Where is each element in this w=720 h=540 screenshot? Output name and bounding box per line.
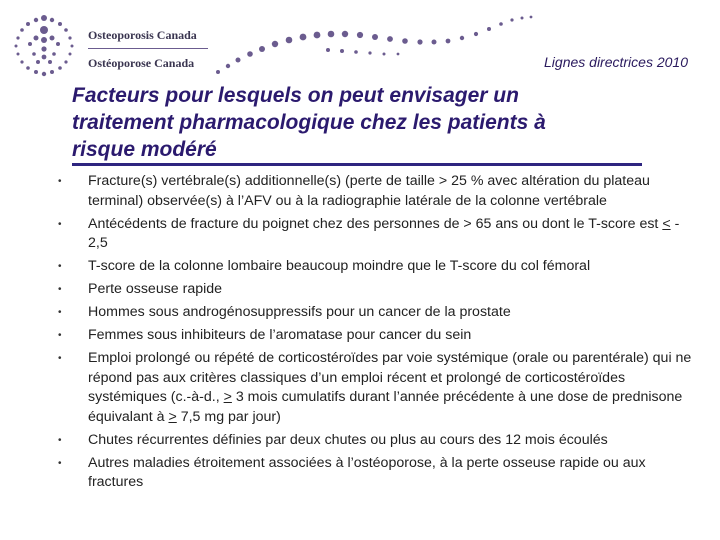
org-name-english: Osteoporosis Canada <box>88 28 197 42</box>
list-item <box>58 172 698 211</box>
list-item-text: 7,5 mg par jour) <box>176 408 281 425</box>
bullet-icon: • <box>58 457 62 469</box>
bullet-icon: • <box>58 434 62 446</box>
list-item <box>58 349 698 427</box>
title-underline-rule <box>72 163 642 166</box>
list-item-text: T-score de la colonne lombaire beaucoup moindre que le T-score du col fémoral <box>88 258 591 274</box>
slide-header <box>0 0 720 80</box>
slide-title-line: risque modéré <box>72 138 217 161</box>
risk-factor-list <box>58 172 698 496</box>
bullet-icon: • <box>58 261 62 272</box>
list-item <box>58 431 698 451</box>
slide-title-line: Facteurs pour lesquels on peut envisager un <box>72 84 519 107</box>
list-item-text: Femmes sous inhibiteurs de l’aromatase pour cancer du sein <box>88 327 472 343</box>
osteoporosis-canada-logo-icon <box>8 10 80 82</box>
bullet-icon: • <box>58 330 62 341</box>
list-item <box>58 454 698 493</box>
list-item-text: Chutes récurrentes définies par deux chutes ou plus au cours des 12 mois écoulés <box>88 431 608 448</box>
list-item-text: Autres maladies étroitement associées à l’ostéoporose, à la perte osseuse rapide ou aux fractures <box>88 454 646 490</box>
list-item <box>58 303 698 323</box>
list-item <box>58 215 698 254</box>
slide-title-line: traitement pharmacologique chez les patients à <box>72 111 546 134</box>
org-name-french: Ostéoporose Canada <box>88 56 195 70</box>
list-item <box>58 257 698 277</box>
bullet-icon: • <box>58 176 62 187</box>
list-item-text: 3 mois cumulatifs durant l’année précédente à une dose de prednisone équivalant à <box>88 389 683 425</box>
org-name-divider <box>88 48 208 49</box>
bullet-icon: • <box>58 218 62 230</box>
list-item-text: Perte osseuse rapide <box>88 281 223 297</box>
list-item-text: Antécédents de fracture du poignet chez des personnes de > 65 ans ou dont le T-score est <box>88 215 663 232</box>
bullet-icon: • <box>58 353 62 364</box>
guideline-year-label: Lignes directrices 2010 <box>544 54 688 70</box>
comparison-symbol: > <box>223 389 232 405</box>
comparison-symbol: < <box>662 215 671 232</box>
bullet-icon: • <box>58 307 62 318</box>
list-item <box>58 326 698 346</box>
list-item-text: Fracture(s) vertébrale(s) additionnelle(s) (perte de taille > 25 % avec altération du plateau terminal) observée(s) à l’AFV ou à la radiographie latérale de la colonne vertébrale <box>88 173 650 209</box>
list-item <box>58 280 698 300</box>
list-item-text: Emploi prolongé ou répété de corticostéroïdes par voie systémique (orale ou parentérale) qui ne répond pas aux critères classiques d’un emploi récent et prolongé de corticostéroïdes systémiques (c.-à-d., <box>88 350 692 405</box>
decorative-dot-trail-icon <box>210 10 540 75</box>
comparison-symbol: > <box>168 408 177 425</box>
bullet-icon: • <box>58 284 62 295</box>
list-item-text: - 2,5 <box>88 215 680 251</box>
list-item-text: Hommes sous androgénosuppressifs pour un cancer de la prostate <box>88 304 511 320</box>
slide-title <box>72 82 652 163</box>
